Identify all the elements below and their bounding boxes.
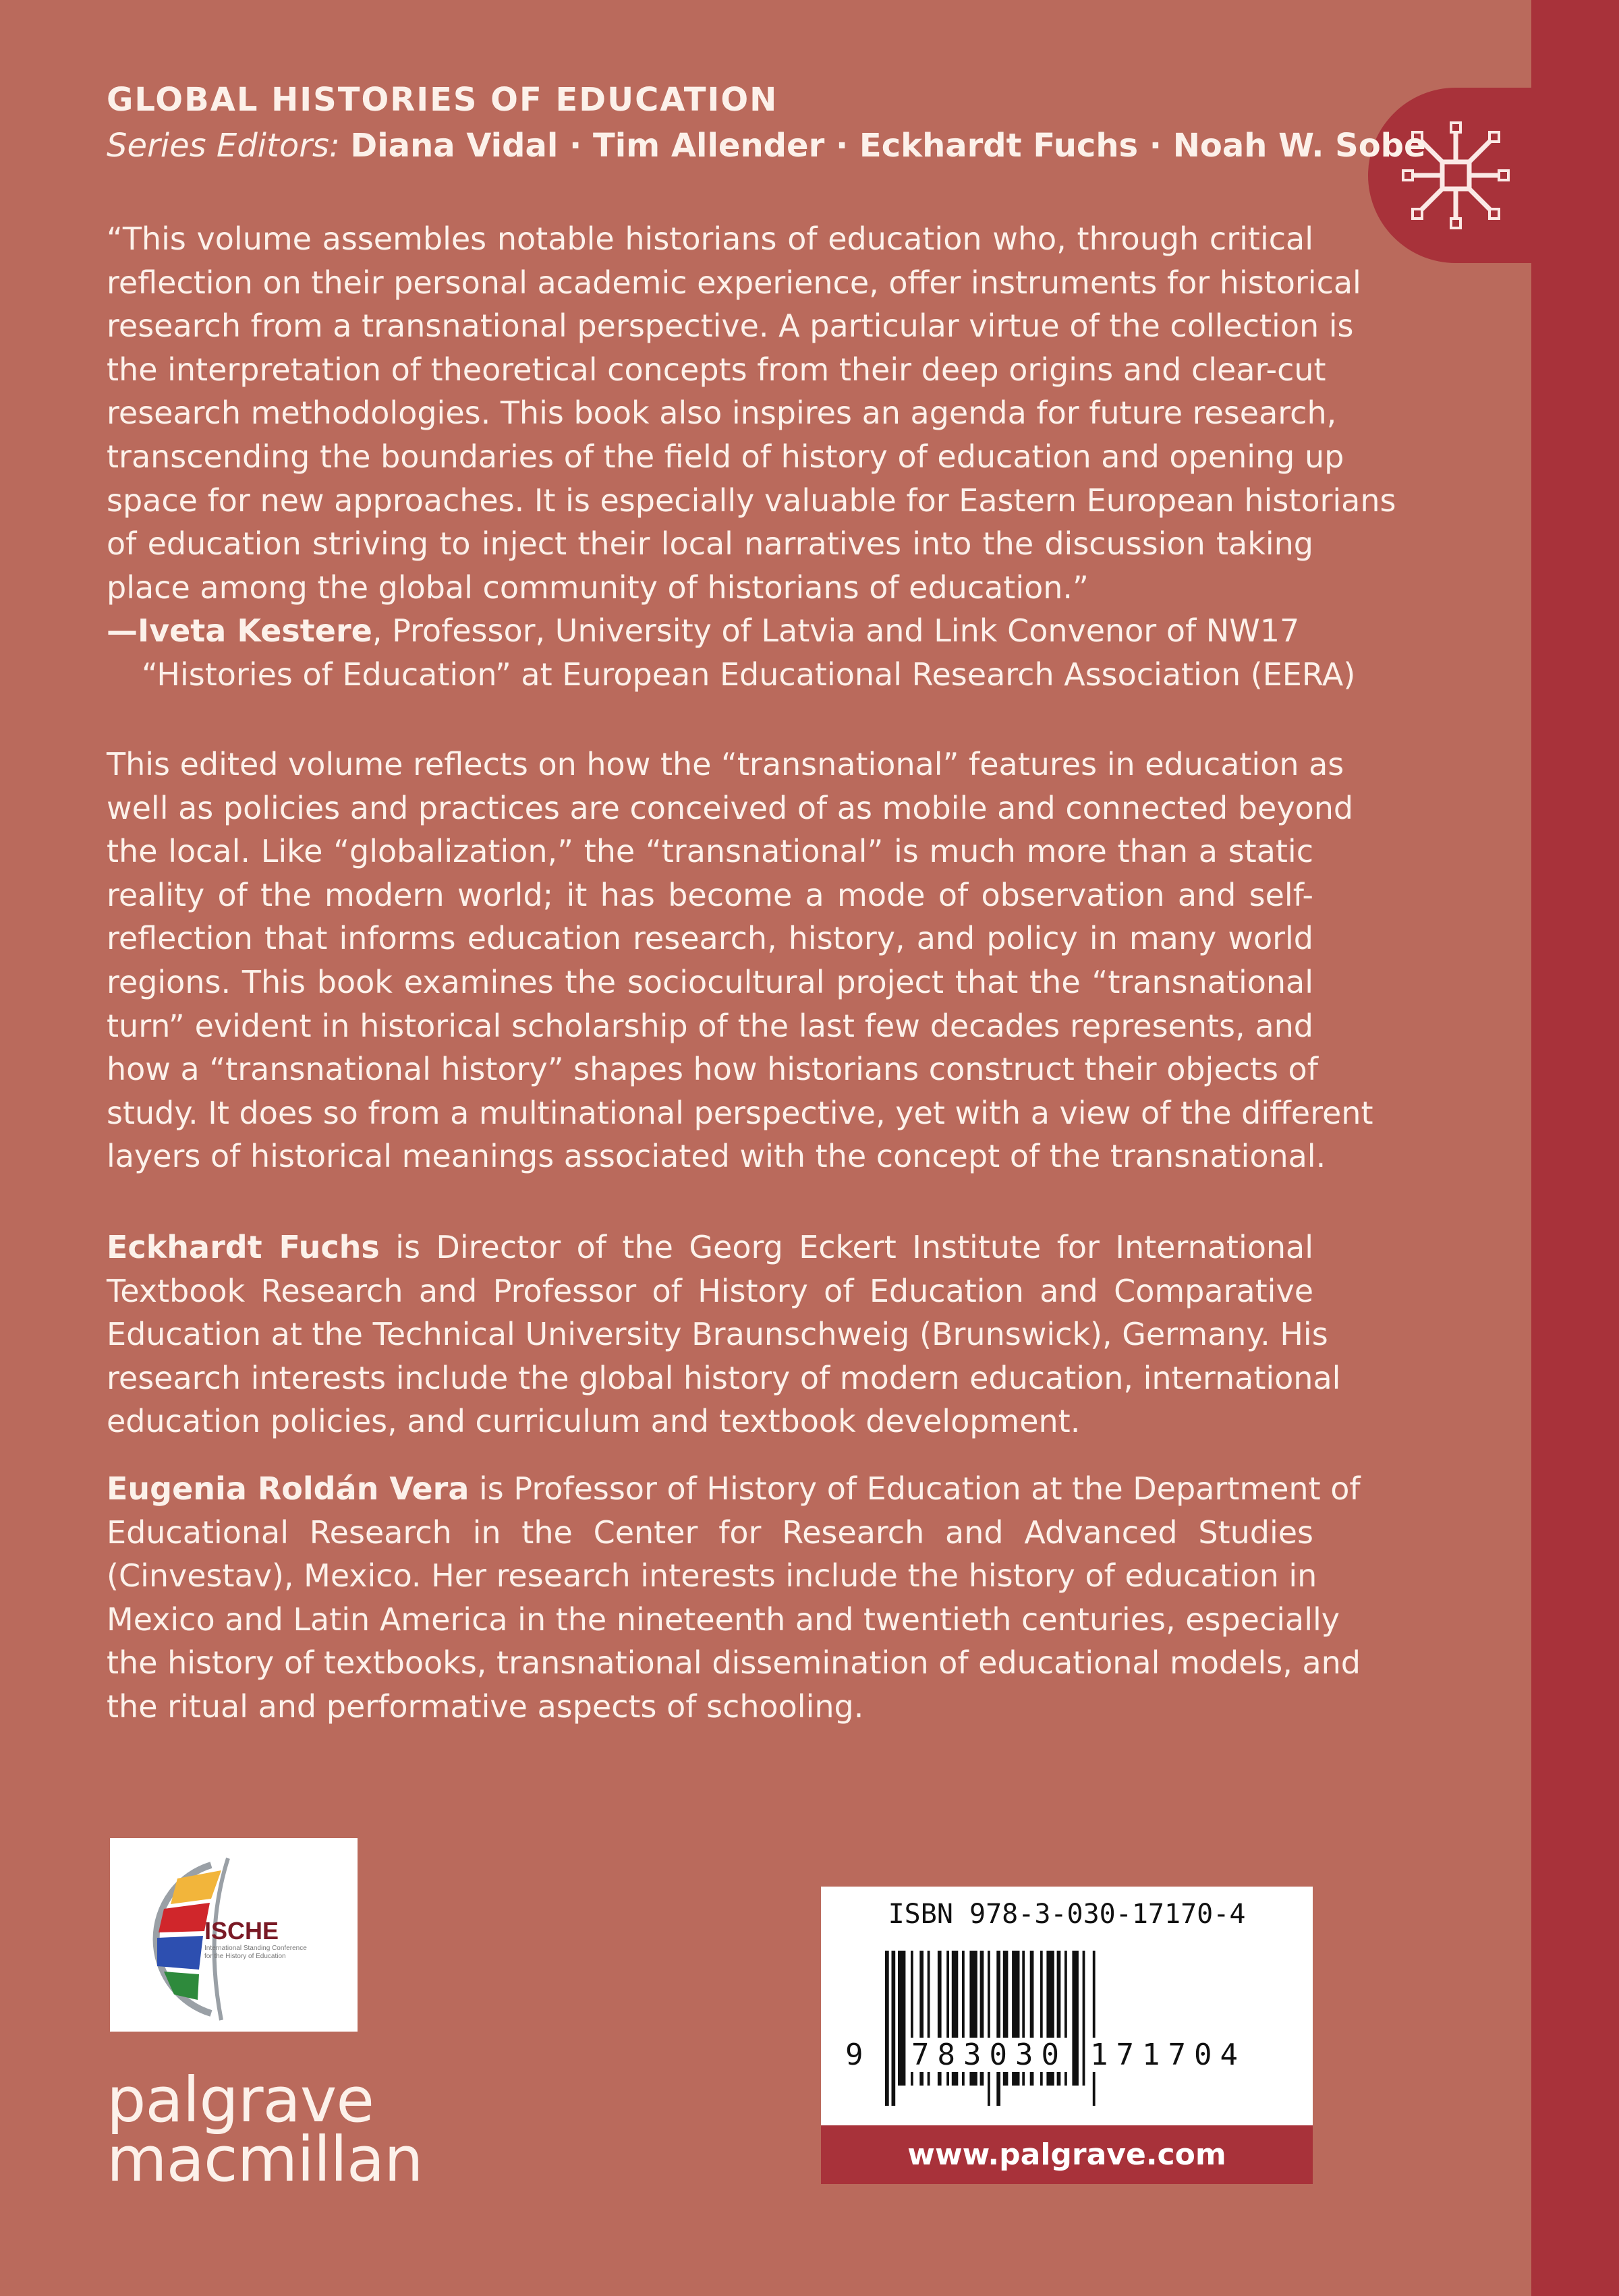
text-line: [107, 1598, 1340, 1642]
line-text: reflection that informs education research, history, and policy in many world: [107, 920, 1313, 957]
barcode-bar: [898, 1951, 905, 2086]
text-line: [107, 1091, 1373, 1135]
ische-subtitle-1: International Standing Conference: [204, 1945, 307, 1952]
ische-name: ISCHE: [204, 1917, 279, 1945]
line-text: is Director of the Georg Eckert Institute for International: [379, 1229, 1314, 1265]
line-text: research interests include the global history of modern education, international: [107, 1359, 1341, 1396]
person-name: Eckhardt Fuchs: [107, 1229, 380, 1265]
text-line: [107, 960, 1313, 1004]
barcode-bar: [1072, 1951, 1079, 2086]
text-line: [107, 435, 1344, 479]
text-line: [107, 1269, 1313, 1313]
text-line: [107, 1047, 1318, 1091]
line-text: how a “transnational history” shapes how historians construct their objects of: [107, 1051, 1318, 1088]
website-url[interactable]: www.palgrave.com: [821, 2125, 1313, 2184]
text-line: [107, 261, 1361, 305]
editor-bio-roldan-vera: [107, 1467, 1361, 1729]
line-text: place among the global community of historians of education.”: [107, 569, 1089, 606]
editors-label: Series Editors:: [107, 127, 341, 165]
line-text: study. It does so from a multinational perspective, yet with a view of the different: [107, 1094, 1373, 1131]
text-line: [107, 1226, 1313, 1269]
text-line: [107, 873, 1313, 917]
book-description: [107, 743, 1373, 1178]
publisher-line-1: palgrave: [107, 2064, 374, 2136]
line-text: the local. Like “globalization,” the “transnational” is much more than a static: [107, 833, 1313, 870]
ische-subtitle-2: for the History of Education: [204, 1953, 286, 1960]
barcode-bars: [885, 1951, 1249, 2106]
barcode-bar: [1093, 1951, 1096, 2106]
text-line: [107, 1511, 1313, 1555]
barcode-bar: [988, 1951, 990, 2106]
ean-first: 9: [843, 2038, 866, 2072]
line-text: , Professor, University of Latvia and Link Convenor of NW17: [372, 612, 1300, 650]
ean-right: 171704: [1087, 2038, 1249, 2072]
isbn-number: ISBN 978-3-030-17170-4: [888, 1899, 1246, 1930]
text-line: [107, 830, 1313, 873]
line-text: Education at the Technical University Braunschweig (Brunswick), Germany. His: [107, 1316, 1328, 1353]
spine-strip: [1531, 0, 1619, 2296]
line-text: This edited volume reflects on how the “transnational” features in education as: [107, 746, 1344, 782]
barcode-bar: [892, 1951, 896, 2106]
line-text: reality of the modern world; it has become a mode of observation and self-: [107, 876, 1313, 913]
line-text: research methodologies. This book also inspires an agenda for future research,: [107, 395, 1337, 432]
text-line: [107, 743, 1344, 786]
line-text: Educational Research in the Center for Research and Advanced Studies: [107, 1514, 1313, 1551]
editor-bio-fuchs: [107, 1226, 1341, 1443]
text-line: [107, 1135, 1326, 1178]
text-line: [107, 522, 1313, 566]
line-text: reflection on their personal academic experience, offer instruments for historical: [107, 264, 1361, 301]
line-text: layers of historical meanings associated with the concept of the transnational.: [107, 1138, 1326, 1175]
line-text: the interpretation of theoretical concepts from their deep origins and clear-cut: [107, 351, 1326, 388]
text-line: [107, 1400, 1313, 1443]
text-line: [107, 1313, 1328, 1356]
line-text: Mexico and Latin America in the nineteenth and twentieth centuries, especially: [107, 1601, 1340, 1638]
series-title: GLOBAL HISTORIES OF EDUCATION: [107, 81, 778, 119]
palgrave-emblem: [1368, 88, 1543, 263]
text-line: [107, 391, 1337, 435]
text-line: [107, 786, 1354, 830]
text-line: [107, 1004, 1313, 1048]
text-line: [107, 1356, 1341, 1400]
text-line: [107, 217, 1313, 261]
line-text: well as policies and practices are conceived of as mobile and connected beyond: [107, 789, 1354, 826]
text-line: [107, 566, 1313, 610]
text-line: [107, 479, 1396, 523]
palgrave-macmillan-logo: [107, 2064, 423, 2195]
line-text: (Cinvestav), Mexico. Her research interests include the history of education in: [107, 1557, 1317, 1595]
barcode-bar: [885, 1951, 889, 2106]
publisher-line-2: macmillan: [107, 2123, 423, 2195]
line-text: is Professor of History of Education at the Department of: [469, 1470, 1361, 1507]
barcode-bar: [996, 1951, 1000, 2106]
line-text: “This volume assembles notable historians of education who, through critical: [107, 221, 1313, 257]
text-line: [107, 653, 1356, 697]
text-line: [107, 917, 1313, 960]
line-text: turn” evident in historical scholarship of the last few decades represents, and: [107, 1007, 1313, 1044]
line-text: regions. This book examines the sociocultural project that the “transnational: [107, 963, 1313, 1000]
editors-names: Diana Vidal · Tim Allender · Eckhardt Fuchs · Noah W. Sobe: [350, 127, 1426, 165]
line-text: “Histories of Education” at European Educational Research Association (EERA): [142, 656, 1356, 693]
line-text: education policies, and curriculum and textbook development.: [107, 1403, 1081, 1440]
text-line: [107, 609, 1313, 653]
text-line: [107, 1467, 1361, 1511]
text-line: [107, 1554, 1317, 1598]
person-name: —Iveta Kestere: [107, 612, 372, 650]
barcode-bar: [1083, 1951, 1085, 2086]
line-text: transcending the boundaries of the field of history of education and opening up: [107, 438, 1344, 475]
line-text: the ritual and performative aspects of schooling.: [107, 1688, 864, 1725]
line-text: space for new approaches. It is especially valuable for Eastern European historians: [107, 482, 1396, 519]
person-name: Eugenia Roldán Vera: [107, 1470, 470, 1507]
text-line: [107, 348, 1326, 392]
line-text: the history of textbooks, transnational dissemination of educational models, and: [107, 1644, 1361, 1682]
line-text: Textbook Research and Professor of History of Education and Comparative: [107, 1272, 1313, 1309]
text-line: [107, 304, 1354, 348]
line-text: of education striving to inject their local narratives into the discussion taking: [107, 525, 1313, 563]
series-editors: [107, 127, 1426, 165]
ean-left: 783030: [909, 2038, 1070, 2072]
text-line: [107, 1641, 1361, 1685]
ische-logo: [110, 1838, 358, 2032]
isbn-barcode: [821, 1887, 1313, 2125]
line-text: research from a transnational perspective. A particular virtue of the collection is: [107, 308, 1354, 345]
text-line: [107, 1685, 1313, 1729]
endorsement-quote: [107, 217, 1396, 697]
